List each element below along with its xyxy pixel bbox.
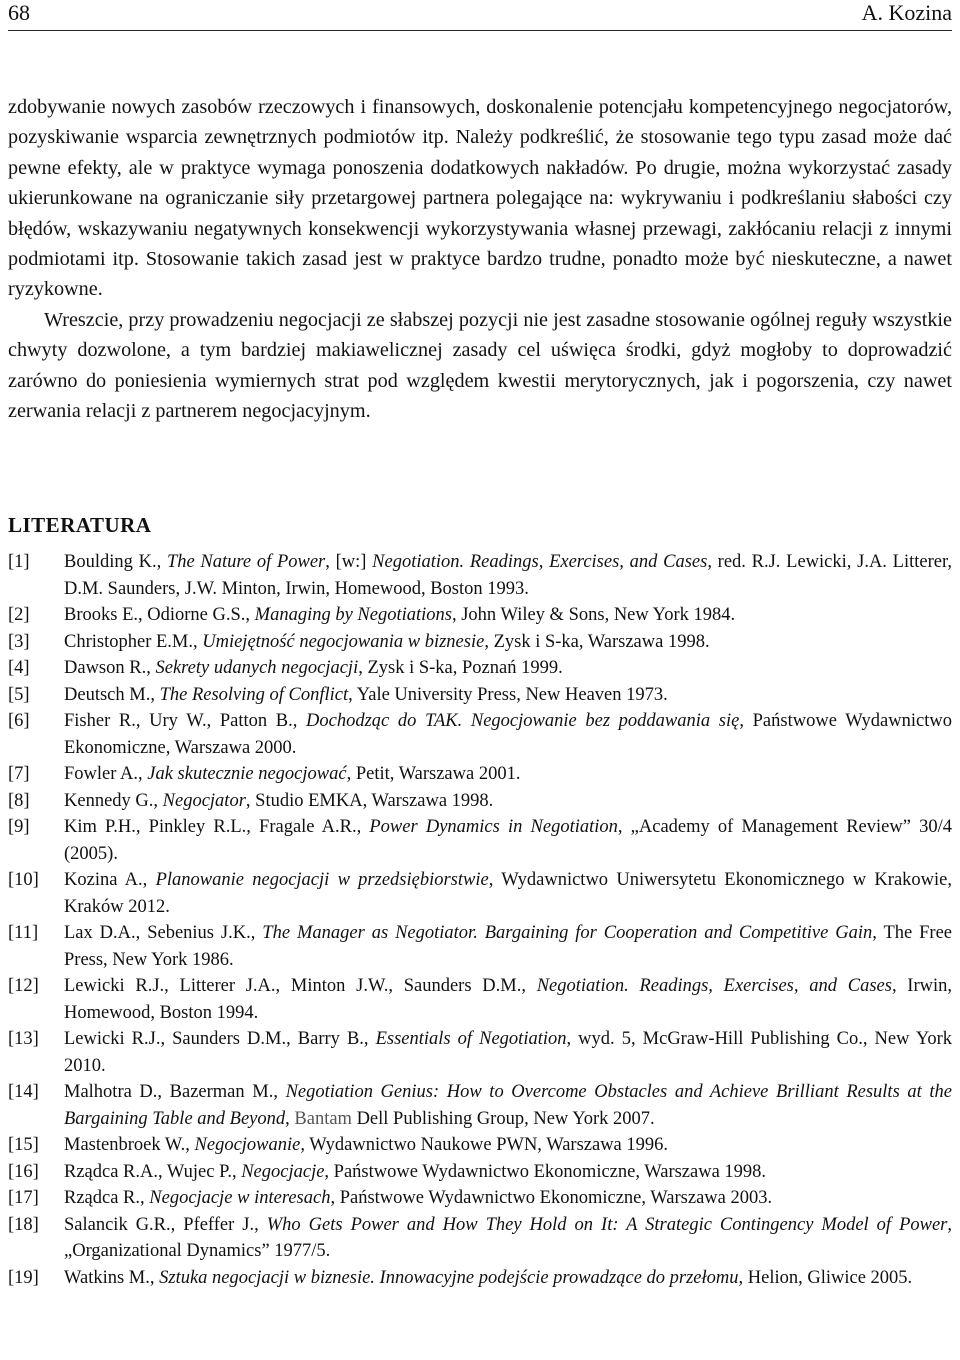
reference-segment: Kozina A., — [64, 870, 156, 890]
reference-segment: Fowler A., — [64, 764, 148, 784]
reference-number: [18] — [8, 1214, 39, 1235]
reference-number: [13] — [8, 1029, 39, 1049]
reference-segment: Boulding K., — [64, 552, 167, 572]
reference-text — [64, 788, 952, 815]
reference-number: [11] — [8, 923, 39, 943]
reference-segment: , Państwowe Wydawnictwo Ekonomiczne, Warszawa 2000. — [64, 711, 952, 758]
reference-segment: Kim P.H., Pinkley R.L., Fragale A.R., — [64, 817, 370, 837]
reference-segment: Kennedy G., — [64, 790, 163, 811]
reference-segment: Brooks E., Odiorne G.S., — [64, 605, 255, 625]
reference-segment: , Helion, Gliwice 2005. — [738, 1267, 913, 1288]
reference-title: The Nature of Power — [166, 552, 326, 572]
reference-segment: Lewicki R.J., Litterer J.A., Minton J.W., Saunders D.M., — [64, 976, 537, 996]
reference-text — [64, 973, 952, 1026]
reference-item — [8, 708, 952, 761]
reference-item — [8, 920, 952, 973]
reference-title: Negocjacje w interesach — [149, 1188, 331, 1208]
reference-segment: Salancik G.R., Pfeffer J., — [64, 1214, 267, 1235]
reference-number: [19] — [8, 1267, 39, 1288]
reference-text — [64, 682, 952, 709]
reference-title: Negotiation. Readings, Exercises, and Cases — [372, 552, 708, 572]
reference-number: [2] — [8, 605, 30, 625]
reference-title: Sekrety udanych negocjacji — [155, 658, 359, 678]
reference-title: Negocjator — [162, 790, 246, 811]
reference-segment: Lewicki R.J., Saunders D.M., Barry B., — [64, 1029, 376, 1049]
reference-text — [64, 1132, 952, 1159]
reference-number: [5] — [8, 684, 30, 705]
reference-number: [7] — [8, 764, 30, 784]
reference-segment: Mastenbroek W., — [64, 1135, 195, 1155]
reference-title: Jak skutecznie negocjować — [147, 764, 347, 784]
reference-text — [64, 920, 952, 973]
reference-segment: , „Organizational Dynamics” 1977/5. — [64, 1214, 952, 1261]
reference-item — [8, 1265, 952, 1292]
reference-text — [64, 867, 952, 920]
reference-item — [8, 1185, 952, 1212]
reference-number: [16] — [8, 1161, 39, 1182]
reference-segment: , [w:] — [325, 552, 373, 572]
reference-item — [8, 682, 952, 709]
reference-segment: , Państwowe Wydawnictwo Ekonomiczne, Warszawa 1998. — [324, 1161, 767, 1182]
reference-title: Essentials of Negotiation — [375, 1029, 567, 1049]
reference-text — [64, 1265, 952, 1292]
paragraph: zdobywanie nowych zasobów rzeczowych i finansowych, doskonalenie potencjału kompetencyjnego negocjatorów, pozyskiwanie wsparcia zewnętrznych podmiotów itp. Należy podkreślić, że stosowanie tego typu zasad może dać pewne efekty, ale w praktyce wymaga ponoszenia dodatkowych nakładów. Po drugie, można wykorzystać zasady ukierunkowane na ograniczanie siły przetargowej partnera polegające na: wykrywaniu i podkreślaniu słabości czy błędów, wskazywaniu negatywnych konsekwencji wykorzystywania własnej przewagi, zakłócaniu relacji z innymi podmiotami itp. Stosowanie takich zasad jest w praktyce bardzo trudne, ponadto może być nieskuteczne, a nawet ryzykowne. — [8, 96, 952, 301]
reference-text — [64, 1212, 952, 1265]
reference-item — [8, 973, 952, 1026]
reference-segment: Fisher R., Ury W., Patton B., — [64, 711, 307, 731]
reference-segment: , red. R.J. Lewicki, J.A. Litterer, D.M. Saunders, J.W. Minton, Irwin, Homewood, Boston 1993. — [64, 552, 952, 599]
reference-item — [8, 788, 952, 815]
page-number: 68 — [8, 0, 30, 25]
reference-text — [64, 1185, 952, 1212]
reference-text — [64, 761, 952, 788]
reference-segment: , Wydawnictwo Naukowe PWN, Warszawa 1996. — [300, 1135, 669, 1155]
reference-segment: , Zysk i S-ka, Poznań 1999. — [358, 658, 563, 678]
reference-segment: , Petit, Warszawa 2001. — [346, 764, 521, 784]
reference-segment: , Wydawnictwo Uniwersytetu Ekonomicznego w Krakowie, Kraków 2012. — [64, 870, 952, 917]
reference-number: [6] — [8, 711, 30, 731]
reference-number: [12] — [8, 976, 39, 996]
reference-title: Negocjowanie — [194, 1135, 301, 1155]
reference-segment: Deutsch M., — [64, 684, 160, 705]
reference-title: Managing by Negotiations — [254, 605, 452, 625]
reference-title: Power Dynamics in Negotiation — [369, 817, 618, 837]
reference-title: Negotiation Genius: How to Overcome Obstacles and Achieve Brilliant Results at the Bargaining Table and Beyond — [64, 1082, 952, 1129]
reference-item — [8, 1212, 952, 1265]
section-heading: LITERATURA — [8, 513, 152, 537]
reference-item — [8, 602, 952, 629]
reference-title: The Resolving of Conflict — [159, 684, 349, 705]
reference-number: [3] — [8, 631, 30, 652]
reference-number: [4] — [8, 658, 30, 678]
paragraph: Wreszcie, przy prowadzeniu negocjacji ze słabszej pozycji nie jest zasadne stosowanie ogólnej reguły wszystkie chwyty dozwolone, a tym bardziej makiawelicznej zasady cel uświęca środki, gdyż mogłoby to doprowadzić zarówno do poniesienia wymiernych strat pod względem kwestii merytorycznych, jak i pogorszenia, czy nawet zerwania relacji z partnerem negocjacyjnym. — [8, 308, 952, 423]
reference-title: Planowanie negocjacji w przedsiębiorstwie — [155, 870, 489, 890]
reference-text — [64, 629, 952, 656]
reference-segment: , Studio EMKA, Warszawa 1998. — [245, 790, 494, 811]
reference-item — [8, 814, 952, 867]
reference-item — [8, 761, 952, 788]
reference-number: [17] — [8, 1188, 39, 1208]
reference-text — [64, 814, 952, 867]
reference-item — [8, 1159, 952, 1186]
reference-text — [64, 655, 952, 682]
reference-number: [9] — [8, 817, 30, 837]
reference-number: [8] — [8, 790, 30, 811]
reference-segment: , „Academy of Management Review” 30/4 (2005). — [64, 817, 952, 864]
reference-segment: Malhotra D., Bazerman M., — [64, 1082, 286, 1102]
reference-segment: Watkins M., — [64, 1267, 160, 1288]
reference-segment: Lax D.A., Sebenius J.K., — [64, 923, 263, 943]
reference-title: Dochodząc do TAK. Negocjowanie bez poddawania się — [306, 711, 740, 731]
reference-segment: , The Free Press, New York 1986. — [64, 923, 953, 970]
reference-segment: Dawson R., — [64, 658, 156, 678]
reference-segment: , Zysk i S-ka, Warszawa 1998. — [484, 631, 710, 652]
reference-item — [8, 1132, 952, 1159]
reference-number: [10] — [8, 870, 39, 890]
reference-text — [64, 1079, 952, 1132]
reference-segment: Christopher E.M., — [64, 631, 203, 652]
reference-segment: Dell Publishing Group, New York 2007. — [351, 1108, 655, 1129]
page-header — [8, 0, 952, 31]
reference-segment: , John Wiley & Sons, New York 1984. — [451, 605, 736, 625]
reference-text — [64, 1159, 952, 1186]
reference-segment: Rządca R.A., Wujec P., — [64, 1161, 242, 1182]
reference-segment: , Irwin, Homewood, Boston 1994. — [64, 976, 953, 1023]
reference-item — [8, 1026, 952, 1079]
reference-segment: , Państwowe Wydawnictwo Ekonomiczne, Warszawa 2003. — [330, 1188, 773, 1208]
reference-text — [64, 602, 952, 629]
reference-title: Negotiation. Readings, Exercises, and Cases — [536, 976, 892, 996]
reference-title: Sztuka negocjacji w biznesie. Innowacyjne podejście prowadzące do przełomu — [159, 1267, 739, 1288]
reference-number: [15] — [8, 1135, 39, 1155]
reference-item — [8, 1079, 952, 1132]
reference-title: Negocjacje — [241, 1161, 325, 1182]
reference-item — [8, 867, 952, 920]
reference-segment: Rządca R., — [64, 1188, 150, 1208]
reference-title: Who Gets Power and How They Hold on It: A Strategic Contingency Model of Power — [266, 1214, 948, 1235]
running-head: A. Kozina — [861, 0, 952, 25]
body-text — [8, 92, 952, 426]
reference-number: [1] — [8, 552, 30, 572]
reference-item — [8, 549, 952, 602]
reference-item — [8, 629, 952, 656]
reference-segment: Bantam — [294, 1108, 352, 1129]
reference-number: [14] — [8, 1082, 39, 1102]
reference-text — [64, 1026, 952, 1079]
reference-segment: , wyd. 5, McGraw-Hill Publishing Co., New York 2010. — [64, 1029, 952, 1076]
reference-title: Umiejętność negocjowania w biznesie — [202, 631, 485, 652]
reference-text — [64, 549, 952, 602]
reference-segment: , — [285, 1108, 295, 1129]
reference-item — [8, 655, 952, 682]
reference-list — [8, 549, 952, 1291]
reference-title: The Manager as Negotiator. Bargaining for Cooperation and Competitive Gain — [262, 923, 873, 943]
reference-segment: , Yale University Press, New Heaven 1973. — [348, 684, 668, 705]
reference-text — [64, 708, 952, 761]
